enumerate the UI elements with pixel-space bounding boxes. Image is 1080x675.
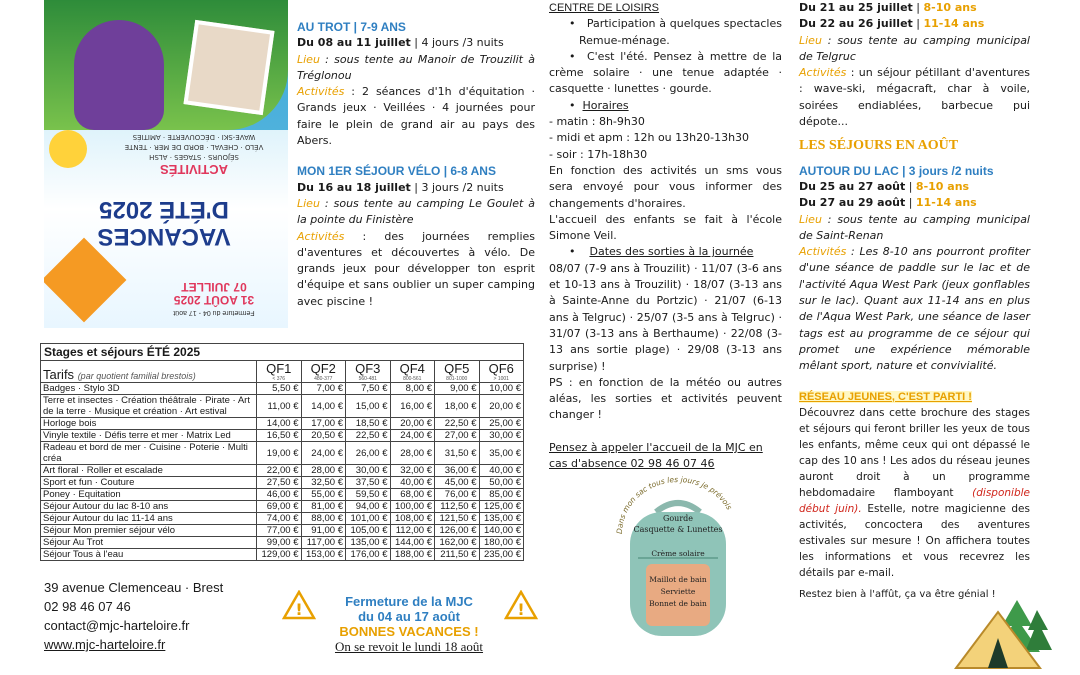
- table-row-name: Séjour Autour du lac 11-14 ans: [41, 513, 257, 525]
- table-cell-price: 100,00 €: [390, 501, 435, 513]
- sms-info: En fonction des activités un sms vous sera envoyé pour vous informer des changements d'horaires.: [549, 163, 782, 210]
- table-cell-price: 59,50 €: [346, 489, 391, 501]
- fermeture-line-3: BONNES VACANCES !: [339, 624, 479, 639]
- qf-header: QF3 560-481: [346, 361, 391, 383]
- reseau-closing: Restez bien à l'affût, ça va être génial !: [799, 588, 996, 600]
- table-cell-price: 32,50 €: [301, 477, 346, 489]
- sejour-eau-dates-1: Du 21 au 25 juillet | 8-10 ans: [799, 1, 977, 14]
- sorties-list: 08/07 (7-9 ans à Trouzilit) · 11/07 (3-6 ans et 10-13 ans à Trouzilit) · 18/07 (3-13 ans à Sainte-Anne du Portzic) · 21/07 (6-13 ans à Telgruc) · 25/07 (3-5 ans à Telgruc) · 31/07 (3-13 ans à Berthaume) · 22/08 (3-13 ans sortie plage) · 29/08 (3-13 ans surprise) !: [549, 261, 782, 373]
- table-cell-price: 22,50 €: [435, 418, 480, 430]
- tarifs-header: Tarifs (par quotient familial brestois): [41, 361, 257, 383]
- tarifs-table-body: [41, 383, 524, 561]
- backpack-illustration: [608, 476, 748, 641]
- table-row: [41, 418, 524, 430]
- table-cell-price: 9,00 €: [435, 383, 480, 395]
- table-cell-price: 40,00 €: [479, 465, 524, 477]
- qf-header: QF2 480-377: [301, 361, 346, 383]
- table-cell-price: 17,00 €: [301, 418, 346, 430]
- table-cell-price: 235,00 €: [479, 549, 524, 561]
- table-cell-price: 19,00 €: [257, 442, 302, 465]
- table-cell-price: 16,50 €: [257, 430, 302, 442]
- table-row: [41, 489, 524, 501]
- table-cell-price: 46,00 €: [257, 489, 302, 501]
- table-cell-price: 30,00 €: [346, 465, 391, 477]
- table-cell-price: 108,00 €: [390, 513, 435, 525]
- table-cell-price: 40,00 €: [390, 477, 435, 489]
- bag-arc-text: Dans mon sac tous les jours je prévois: [614, 476, 734, 535]
- table-row: [41, 477, 524, 489]
- table-row: [41, 383, 524, 395]
- table-cell-price: 99,00 €: [257, 537, 302, 549]
- table-cell-price: 129,00 €: [257, 549, 302, 561]
- bag-item: Maillot de bain: [649, 575, 707, 584]
- mjc-address: 39 avenue Clemenceau · Brest: [44, 580, 224, 595]
- tarifs-table: [40, 343, 524, 561]
- sejour-velo-lieu: Lieu : sous tente au camping Le Goulet à la pointe du Finistère: [297, 196, 535, 227]
- table-cell-price: 68,00 €: [390, 489, 435, 501]
- table-cell-price: 45,00 €: [435, 477, 480, 489]
- table-cell-price: 27,00 €: [435, 430, 480, 442]
- appel-info: Pensez à appeler l'accueil de la MJC en cas d'absence 02 98 46 07 46: [549, 440, 763, 471]
- qf-header: QF6 > 1001: [479, 361, 524, 383]
- table-row: [41, 537, 524, 549]
- table-row-name: Vinyle textile · Défis terre et mer · Matrix Led: [41, 430, 257, 442]
- sejour-trot-dates: Du 08 au 11 juillet | 4 jours /3 nuits: [297, 36, 504, 50]
- table-row-name: Séjour Mon premier séjour vélo: [41, 525, 257, 537]
- table-row: [41, 395, 524, 418]
- summer-poster: [44, 0, 288, 328]
- table-cell-price: 126,00 €: [435, 525, 480, 537]
- table-row-name: Horloge bois: [41, 418, 257, 430]
- poster-dates: [144, 280, 284, 319]
- table-row: [41, 465, 524, 477]
- bag-handle: [656, 503, 700, 512]
- table-cell-price: 69,00 €: [257, 501, 302, 513]
- poster-title: [69, 196, 259, 250]
- table-row-name: Radeau et bord de mer · Cuisine · Poterie · Multi créa: [41, 442, 257, 465]
- table-cell-price: 20,00 €: [479, 395, 524, 418]
- sejour-lac-activites: Activités : Les 8-10 ans pourront profiter d'une séance de paddle sur le lac et de l'activité Aqua West Park (jeux gonflables sur le lac). Quant aux 11-14 ans en plus de l'Aqua West Park, une séance de laser tags est au programme de ce séjour qui promet une expérience mémorable mêlant sport, nature et convivialité.: [799, 245, 1030, 373]
- table-cell-price: 76,00 €: [435, 489, 480, 501]
- table-row: [41, 442, 524, 465]
- table-cell-price: 144,00 €: [390, 537, 435, 549]
- hot-air-balloon-icon: [74, 20, 164, 130]
- table-cell-price: 11,00 €: [257, 395, 302, 418]
- poster-activities: [104, 132, 284, 177]
- horaires-line: - matin : 8h-9h30: [549, 115, 645, 129]
- table-cell-price: 176,00 €: [346, 549, 391, 561]
- fermeture-line-1: Fermeture de la MJC: [345, 594, 473, 609]
- sejour-velo-title: MON 1ER SÉJOUR VÉLO | 6-8 ANS: [297, 164, 496, 179]
- table-cell-price: 112,50 €: [435, 501, 480, 513]
- centre-bullet: • C'est l'été. Pensez à mettre de la crème solaire · une tenue adaptée · casquette · lunettes · gourde.: [549, 49, 783, 96]
- sejour-velo-dates: Du 16 au 18 juillet | 3 jours /2 nuits: [297, 180, 504, 194]
- table-cell-price: 5,50 €: [257, 383, 302, 395]
- poster-activities-line: WAVE-SKI · DÉCOUVERTE · AMITIÉS: [132, 133, 256, 141]
- table-cell-price: 28,00 €: [390, 442, 435, 465]
- sejours-aout-title: LES SÉJOURS EN AOÛT: [799, 138, 959, 154]
- poster-date-1: 07 JUILLET: [181, 280, 247, 294]
- table-cell-price: 8,00 €: [390, 383, 435, 395]
- sejour-lac-dates-2: Du 27 au 29 août | 11-14 ans: [799, 196, 977, 210]
- table-cell-price: 211,50 €: [435, 549, 480, 561]
- table-cell-price: 55,00 €: [301, 489, 346, 501]
- bag-item: Serviette: [660, 587, 696, 596]
- table-row-name: Terre et insectes · Création théâtrale · Pirate · Art de la terre · Musique et création · Art estival: [41, 395, 257, 418]
- table-cell-price: 188,00 €: [390, 549, 435, 561]
- table-cell-price: 7,50 €: [346, 383, 391, 395]
- table-cell-price: 112,00 €: [390, 525, 435, 537]
- table-cell-price: 37,50 €: [346, 477, 391, 489]
- table-row: [41, 549, 524, 561]
- sejour-eau-dates-2: Du 22 au 26 juillet | 11-14 ans: [799, 17, 985, 31]
- tree-shape: [1026, 610, 1052, 650]
- qf-header: QF5 801-1000: [435, 361, 480, 383]
- table-cell-price: 18,50 €: [346, 418, 391, 430]
- table-cell-price: 85,00 €: [479, 489, 524, 501]
- qf-header: QF1 < 376: [257, 361, 302, 383]
- table-cell-price: 117,00 €: [301, 537, 346, 549]
- sejour-trot-title: AU TROT | 7-9 ANS: [297, 20, 406, 34]
- poster-title-2: D'ÉTÉ 2025: [99, 196, 229, 223]
- centre-loisirs-header: CENTRE DE LOISIRS: [549, 2, 660, 14]
- table-cell-price: 14,00 €: [257, 418, 302, 430]
- sejour-velo-activites: Activités : des journées remplies d'aventures et découvertes à vélo. De grands jeux pour développer ton esprit d'équipe et sans oublier un super camping avec piscine !: [297, 229, 535, 308]
- sejour-trot-lieu: Lieu : sous tente au Manoir de Trouzilit à Tréglonou: [297, 52, 535, 82]
- column-centre-loisirs: [549, 0, 782, 472]
- table-cell-price: 15,00 €: [346, 395, 391, 418]
- poster-activities-line: SÉJOURS · STAGES · ALSH: [149, 153, 239, 161]
- mjc-website[interactable]: www.mjc-harteloire.fr: [44, 637, 166, 652]
- table-cell-price: 88,00 €: [301, 513, 346, 525]
- centre-bullet: • Participation à quelques spectacles Remue-ménage.: [569, 17, 782, 47]
- table-cell-price: 24,00 €: [301, 442, 346, 465]
- table-row-name: Séjour Tous à l'eau: [41, 549, 257, 561]
- bag-item: Crème solaire: [651, 549, 705, 558]
- table-row-name: Poney · Equitation: [41, 489, 257, 501]
- fermeture-notice: [318, 594, 500, 655]
- svg-text:!: !: [517, 600, 525, 619]
- table-cell-price: 16,00 €: [390, 395, 435, 418]
- column-sejours-juillet: [297, 19, 535, 310]
- ps-info: PS : en fonction de la météo ou autres aléas, les sorties et activités peuvent changer !: [549, 375, 782, 422]
- table-row: [41, 525, 524, 537]
- table-cell-price: 74,00 €: [257, 513, 302, 525]
- fermeture-line-2: du 04 au 17 août: [358, 609, 460, 624]
- warning-icon: [504, 590, 538, 620]
- table-row-name: Séjour Au Trot: [41, 537, 257, 549]
- sejour-lac-lieu: Lieu : sous tente au camping municipal de Saint-Renan: [799, 212, 1030, 242]
- table-cell-price: 125,00 €: [479, 501, 524, 513]
- table-cell-price: 135,00 €: [479, 513, 524, 525]
- table-cell-price: 27,50 €: [257, 477, 302, 489]
- table-cell-price: 20,00 €: [390, 418, 435, 430]
- table-cell-price: 94,00 €: [346, 501, 391, 513]
- poster-date-2: 31 AOÛT 2025: [173, 293, 255, 307]
- table-header-row: [41, 361, 524, 383]
- table-row: [41, 513, 524, 525]
- table-cell-price: 81,00 €: [301, 501, 346, 513]
- bag-item: Gourde: [662, 514, 694, 523]
- table-cell-price: 105,00 €: [346, 525, 391, 537]
- table-title-row: [41, 344, 524, 361]
- horaires-line: - soir : 17h-18h30: [549, 147, 648, 161]
- bag-item: Casquette & Lunettes: [633, 525, 723, 534]
- table-cell-price: 180,00 €: [479, 537, 524, 549]
- table-row: [41, 430, 524, 442]
- table-row-name: Art floral · Roller et escalade: [41, 465, 257, 477]
- reseau-jeunes-text: Découvrez dans cette brochure des stages et séjours qui feront briller les yeux de tous les enfants, même ceux qui ont dépassé le cap des 10 ans ! Les ados du réseau jeunes auront droit à un programme hebdomadaire flamboyant (disponible début juin). Estelle, notre magicienne des activités, concoctera des aventures estivales sur mesure ! On affichera toutes les informations et vous recevrez les détails par e-mail.: [799, 406, 1030, 579]
- column-sejours-aout: [799, 0, 1030, 603]
- sejour-lac-dates-1: Du 25 au 27 août | 8-10 ans: [799, 179, 970, 193]
- table-cell-price: 50,00 €: [479, 477, 524, 489]
- table-cell-price: 30,00 €: [479, 430, 524, 442]
- bag-item: Bonnet de bain: [649, 599, 707, 608]
- fermeture-line-4: On se revoit le lundi 18 août: [334, 639, 484, 654]
- warning-icon: [282, 590, 316, 620]
- sejour-trot-activites: Activités : 2 séances d'1h d'équitation · Grands jeux · Veillées · 4 journées pour faire le plein de grand air au pays des Abers.: [297, 85, 535, 148]
- table-cell-price: 140,00 €: [479, 525, 524, 537]
- horaires-line: - midi et apm : 12h ou 13h20-13h30: [549, 131, 750, 145]
- table-cell-price: 28,00 €: [301, 465, 346, 477]
- poster-fermeture: Fermeture du 04 - 17 août: [173, 309, 255, 316]
- sun-icon: [49, 130, 87, 168]
- table-cell-price: 18,00 €: [435, 395, 480, 418]
- table-cell-price: 10,00 €: [479, 383, 524, 395]
- table-title: Stages et séjours ÉTÉ 2025: [41, 344, 524, 361]
- poster-activities-line: VÉLO · CHEVAL · BORD DE MER · TENTE: [124, 143, 264, 151]
- mjc-email[interactable]: contact@mjc-harteloire.fr: [44, 618, 190, 633]
- accueil-info: L'accueil des enfants se fait à l'école Simone Veil.: [549, 212, 782, 243]
- table-cell-price: 7,00 €: [301, 383, 346, 395]
- table-cell-price: 25,00 €: [479, 418, 524, 430]
- table-cell-price: 77,00 €: [257, 525, 302, 537]
- table-cell-price: 32,00 €: [390, 465, 435, 477]
- horaires-title: • Horaires: [569, 98, 629, 112]
- table-cell-price: 153,00 €: [301, 549, 346, 561]
- poster-title-1: VACANCES: [97, 223, 231, 250]
- table-cell-price: 26,00 €: [346, 442, 391, 465]
- svg-text:!: !: [295, 600, 303, 619]
- table-row-name: Séjour Autour du lac 8-10 ans: [41, 501, 257, 513]
- table-row-name: Badges · Stylo 3D: [41, 383, 257, 395]
- table-cell-price: 22,50 €: [346, 430, 391, 442]
- table-cell-price: 14,00 €: [301, 395, 346, 418]
- mjc-contact: [44, 578, 284, 654]
- sejour-eau-activites: Activités : un séjour pétillant d'aventures : wave-ski, mégacraft, char à voile, soirées endiablées, barbecue pui dépote...: [799, 66, 1030, 129]
- table-cell-price: 121,50 €: [435, 513, 480, 525]
- reseau-jeunes-title: RÉSEAU JEUNES, C'EST PARTI !: [799, 390, 972, 403]
- table-cell-price: 20,50 €: [301, 430, 346, 442]
- qf-header: QF4 800-561: [390, 361, 435, 383]
- table-cell-price: 35,00 €: [479, 442, 524, 465]
- table-cell-price: 101,00 €: [346, 513, 391, 525]
- camping-tent-icon: [952, 596, 1052, 672]
- mjc-phone: 02 98 46 07 46: [44, 599, 131, 614]
- table-cell-price: 91,00 €: [301, 525, 346, 537]
- sejour-lac-title: AUTOUR DU LAC | 3 jours /2 nuits: [799, 163, 994, 178]
- sorties-title: • Dates des sorties à la journée: [569, 245, 754, 259]
- sejour-eau-lieu: Lieu : sous tente au camping municipal de Telgruc: [799, 33, 1030, 63]
- poster-activities-title: ACTIVITÉS: [160, 162, 228, 177]
- table-cell-price: 162,00 €: [435, 537, 480, 549]
- table-cell-price: 135,00 €: [346, 537, 391, 549]
- table-cell-price: 22,00 €: [257, 465, 302, 477]
- children-photo: [183, 20, 274, 115]
- table-cell-price: 31,50 €: [435, 442, 480, 465]
- table-cell-price: 24,00 €: [390, 430, 435, 442]
- table-row: [41, 501, 524, 513]
- table-cell-price: 36,00 €: [435, 465, 480, 477]
- table-row-name: Sport et fun · Couture: [41, 477, 257, 489]
